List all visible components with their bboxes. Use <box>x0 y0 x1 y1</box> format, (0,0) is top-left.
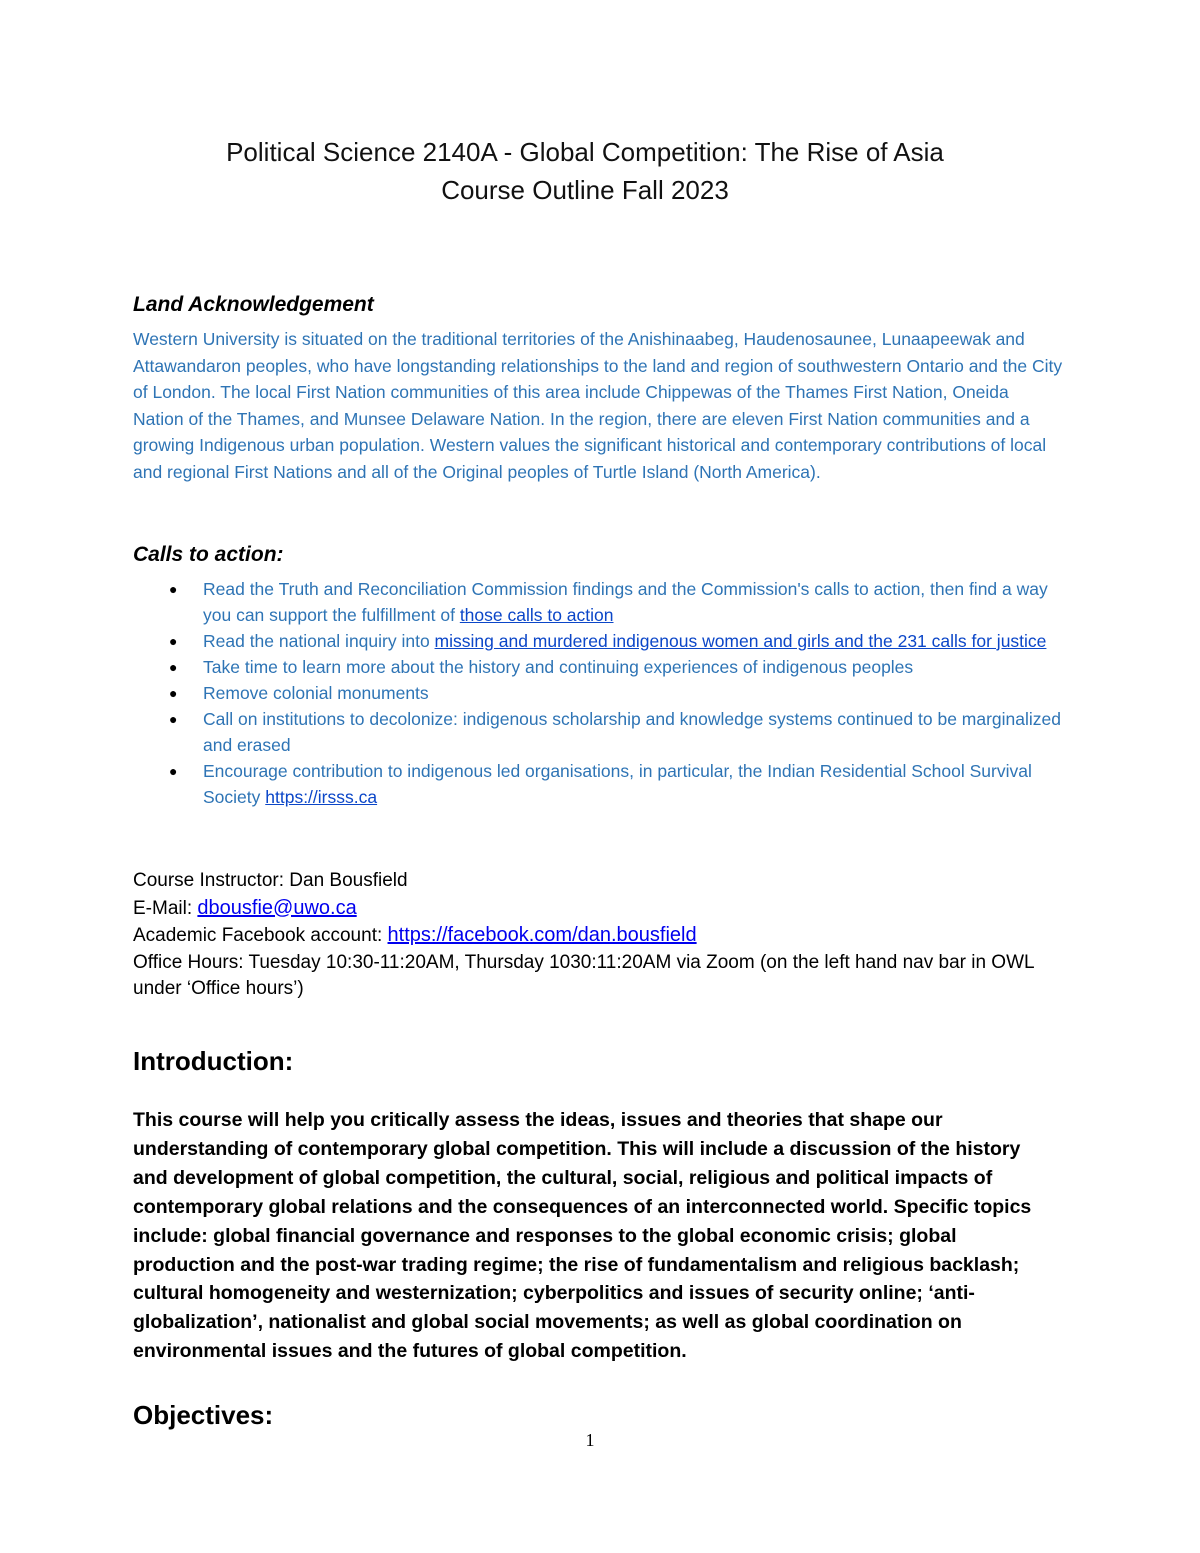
email-line <box>133 895 1073 923</box>
introduction-text: This course will help you critically assess the ideas, issues and theories that shape our understanding of contemporary global competition. This will include a discussion of the history and development of global competition, the cultural, social, religious and political impacts of contemporary global relations and the consequences of an interconnected world. Specific topics include: global financial governance and responses to the global economic crisis; global production and the post-war trading regime; the rise of fundamentalism and religious backlash; cultural homogeneity and westernization; cyberpolitics and issues of security online; ‘anti-globalization’, nationalist and global social movements; as well as global coordination on environmental issues and the futures of global competition. <box>133 1109 1032 1363</box>
calls-to-action-list <box>133 576 1073 810</box>
bullet-icon: ● <box>169 659 178 675</box>
list-item <box>133 576 1073 628</box>
bullet-icon: ● <box>169 581 178 597</box>
bullet-icon: ● <box>169 685 178 701</box>
office-hours: Office Hours: Tuesday 10:30-11:20AM, Thursday 1030:11:20AM via Zoom (on the left hand nav bar in OWL under ‘Office hours’) <box>133 951 1034 999</box>
bullet-icon: ● <box>169 633 178 649</box>
page-number: 1 <box>585 1430 595 1450</box>
facebook-line <box>133 922 1073 950</box>
calls-to-action-link[interactable]: those calls to action <box>459 605 614 625</box>
calls-to-action-heading: Calls to action: <box>133 543 284 566</box>
introduction-heading: Introduction: <box>133 1046 294 1076</box>
email-link[interactable]: dbousfie@uwo.ca <box>197 896 357 919</box>
list-item <box>133 654 1073 680</box>
facebook-label: Academic Facebook account: <box>133 925 388 946</box>
instructor-name: Course Instructor: Dan Bousfield <box>133 870 408 891</box>
list-item-text: Read the national inquiry into <box>203 631 435 651</box>
list-item-text: Read the Truth and Reconciliation Commission findings and the Commission's calls to action, then find a way you can support the fulfillment of <box>203 579 1048 625</box>
course-title: Political Science 2140A - Global Competition: The Rise of Asia <box>226 137 944 167</box>
list-item <box>133 628 1073 654</box>
bullet-icon: ● <box>169 711 178 727</box>
bullet-icon: ● <box>169 763 178 779</box>
land-acknowledgement-text: Western University is situated on the traditional territories of the Anishinaabeg, Haudenosaunee, Lunaapeewak and Attawandaron peoples, who have longstanding relationships to the land and region of southwestern Ontario and the City of London. The local First Nation communities of this area include Chippewas of the Thames First Nation, Oneida Nation of the Thames, and Munsee Delaware Nation. In the region, there are eleven First Nation communities and a growing Indigenous urban population. Western values the significant historical and contemporary contributions of local and regional First Nations and all of the Original peoples of Turtle Island (North America). <box>133 329 1063 482</box>
list-item <box>133 706 1073 758</box>
list-item-text: Remove colonial monuments <box>203 683 429 703</box>
instructor-info <box>133 868 1073 1003</box>
list-item-text: Take time to learn more about the history and continuing experiences of indigenous peoples <box>203 657 914 677</box>
facebook-link[interactable]: https://facebook.com/dan.bousfield <box>387 924 697 946</box>
mmiwg-link[interactable]: missing and murdered indigenous women and girls and the 231 calls for justice <box>434 631 1047 651</box>
list-item <box>133 680 1073 706</box>
list-item-text: Encourage contribution to indigenous led organisations, in particular, the Indian Residential School Survival Society <box>203 761 1032 807</box>
land-acknowledgement-heading: Land Acknowledgement <box>133 293 374 316</box>
course-subtitle: Course Outline Fall 2023 <box>441 175 729 205</box>
list-item-text: Call on institutions to decolonize: indigenous scholarship and knowledge systems continued to be marginalized and erased <box>203 709 1062 755</box>
irsss-link[interactable]: https://irsss.ca <box>265 787 378 807</box>
objectives-heading: Objectives: <box>133 1400 274 1430</box>
list-item <box>133 758 1073 810</box>
email-label: E-Mail: <box>133 897 198 919</box>
